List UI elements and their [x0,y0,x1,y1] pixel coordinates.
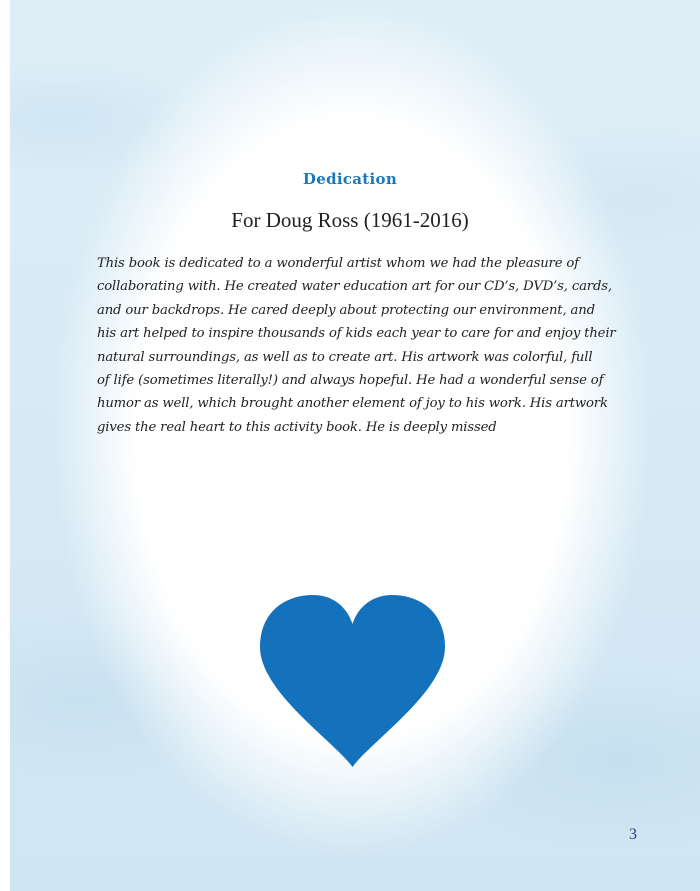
body-line: his art helped to inspire thousands of kids each year to care for and enjoy their [97,326,616,342]
page-number: 3 [629,826,637,843]
heart-icon [255,592,450,767]
body-line: collaborating with. He created water education art for our CD’s, DVD’s, cards, [97,279,612,295]
body-line: natural surroundings, as well as to create art. His artwork was colorful, full [97,349,593,365]
page-edge [0,0,10,891]
body-line: of life (sometimes literally!) and always hopeful. He had a wonderful sense of [97,372,604,388]
dedication-heading: Dedication [302,170,398,188]
heart-shape [260,595,445,767]
body-line: and our backdrops. He cared deeply about protecting our environment, and [97,302,595,318]
dedication-body [97,252,617,439]
body-line: humor as well, which brought another element of joy to his work. His artwork [97,396,608,412]
body-line: gives the real heart to this activity book. He is deeply missed [97,419,497,435]
dedication-subtitle: For Doug Ross (1961-2016) [231,208,469,232]
body-line: This book is dedicated to a wonderful artist whom we had the pleasure of [97,256,579,271]
